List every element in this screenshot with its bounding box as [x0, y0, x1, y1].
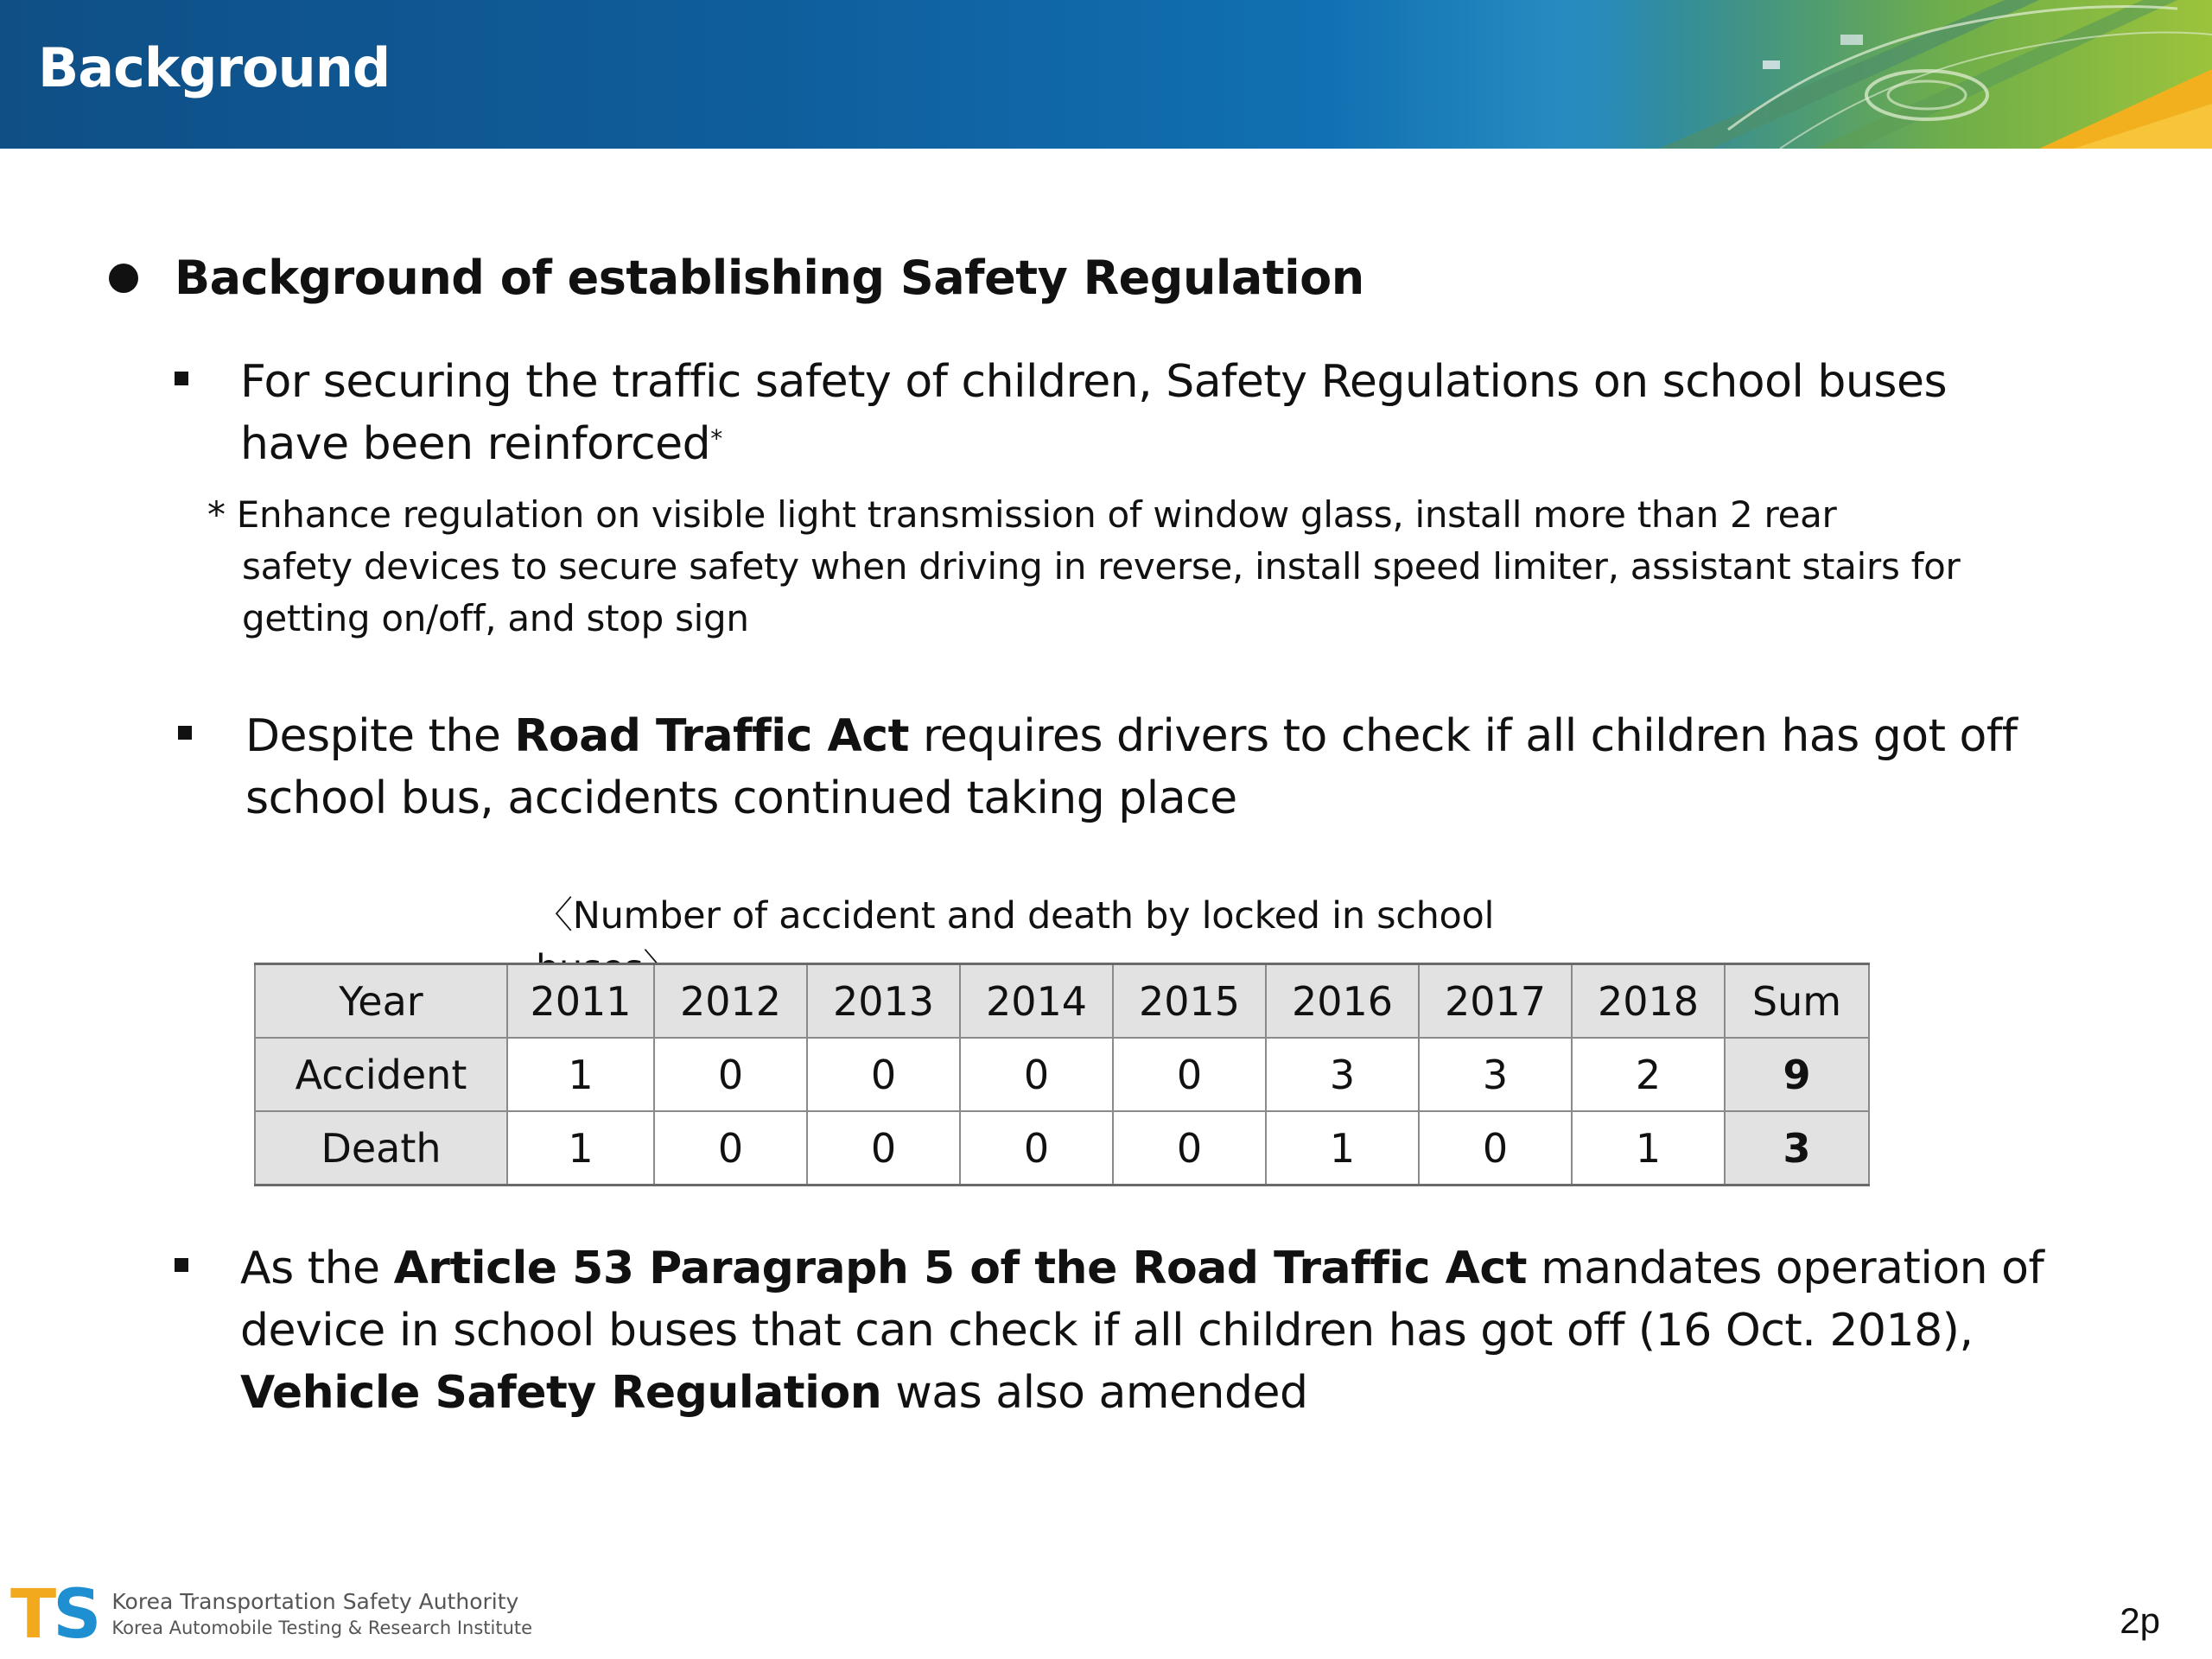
table-row	[255, 1038, 1869, 1111]
bullet-line: For securing the traffic safety of children, Safety Regulations on school buses	[240, 356, 1948, 408]
sum-cell: 3	[1725, 1111, 1869, 1185]
footer-logo	[10, 1576, 533, 1654]
table-header-row	[255, 964, 1869, 1039]
table-cell: 3	[1419, 1038, 1572, 1111]
bold-term: Road Traffic Act	[514, 710, 909, 762]
table-cell: 1	[1266, 1111, 1419, 1185]
organization-line: Korea Automobile Testing & Research Institute	[111, 1618, 533, 1638]
bullet-line: device in school buses that can check if all children has got off (16 Oct. 2018),	[240, 1305, 1974, 1357]
section-heading	[109, 251, 1364, 305]
bullet-line: have been reinforced*	[240, 418, 722, 470]
section-heading-text: Background of establishing Safety Regulation	[175, 251, 1364, 305]
bullet-text	[240, 351, 1947, 475]
page-number: 2p	[2120, 1600, 2160, 1641]
bullet-line: school bus, accidents continued taking place	[245, 772, 1237, 824]
ts-logo: TS	[10, 1576, 99, 1654]
bullet-item-article-53	[175, 1237, 2044, 1424]
table-cell: 0	[960, 1111, 1113, 1185]
table-row	[255, 1111, 1869, 1185]
table-cell: 3	[1266, 1038, 1419, 1111]
table-header-cell: 2013	[807, 964, 960, 1039]
bullet-square-icon	[175, 1258, 188, 1272]
bullet-line: As the Article 53 Paragraph 5 of the Road Traffic Act mandates operation of	[240, 1243, 2044, 1294]
table-cell: 0	[960, 1038, 1113, 1111]
bullet-square-icon	[178, 726, 192, 740]
bullet-item-road-traffic-act	[178, 705, 2017, 830]
row-label-cell: Death	[255, 1111, 507, 1185]
table-cell: 0	[1419, 1111, 1572, 1185]
table-header-cell: 2017	[1419, 964, 1572, 1039]
table-header-cell: 2012	[654, 964, 807, 1039]
table-cell: 0	[807, 1038, 960, 1111]
table-header-cell: 2018	[1572, 964, 1725, 1039]
table-cell: 0	[807, 1111, 960, 1185]
bullet-item-reinforced	[175, 351, 1947, 475]
test-track-aerial-image	[1555, 0, 2212, 149]
table-header-cell: Sum	[1725, 964, 1869, 1039]
table-cell: 1	[507, 1111, 654, 1185]
organization-name	[111, 1589, 532, 1641]
footnote	[207, 489, 1960, 645]
table-caption: 〈Number of accident and death by locked in school	[536, 894, 1495, 938]
bullet-line: Despite the Road Traffic Act requires drivers to check if all children has got off	[245, 710, 2018, 762]
header-banner	[0, 0, 2212, 149]
table-header-cell: 2011	[507, 964, 654, 1039]
table-cell: 0	[1113, 1038, 1266, 1111]
bullet-line: Vehicle Safety Regulation was also amended	[240, 1367, 1308, 1419]
footnote-line: getting on/off, and stop sign	[242, 597, 749, 639]
bullet-dot-icon	[109, 264, 138, 293]
table-cell: 1	[507, 1038, 654, 1111]
table-header-cell: 2016	[1266, 964, 1419, 1039]
table-cell: 0	[654, 1111, 807, 1185]
footnote-mark: *	[710, 424, 722, 453]
bold-term: Vehicle Safety Regulation	[240, 1367, 882, 1419]
footnote-line: * Enhance regulation on visible light transmission of window glass, install more than 2 rear	[207, 493, 1837, 536]
bullet-square-icon	[175, 372, 188, 385]
bold-term: Article 53 Paragraph 5 of the Road Traffic Act	[393, 1243, 1528, 1294]
table-header-cell: Year	[255, 964, 507, 1039]
table-header-cell: 2014	[960, 964, 1113, 1039]
row-label-cell: Accident	[255, 1038, 507, 1111]
table-cell: 0	[654, 1038, 807, 1111]
footnote-line: safety devices to secure safety when driving in reverse, install speed limiter, assistant stairs for	[242, 545, 1961, 588]
bullet-text	[240, 1237, 2044, 1424]
table-cell: 2	[1572, 1038, 1725, 1111]
bullet-text	[245, 705, 2017, 830]
accident-table	[254, 963, 1870, 1186]
organization-line: Korea Transportation Safety Authority	[111, 1589, 519, 1614]
table-header-cell: 2015	[1113, 964, 1266, 1039]
table-cell: 1	[1572, 1111, 1725, 1185]
sum-cell: 9	[1725, 1038, 1869, 1111]
page-title: Background	[38, 36, 391, 99]
table-cell: 0	[1113, 1111, 1266, 1185]
